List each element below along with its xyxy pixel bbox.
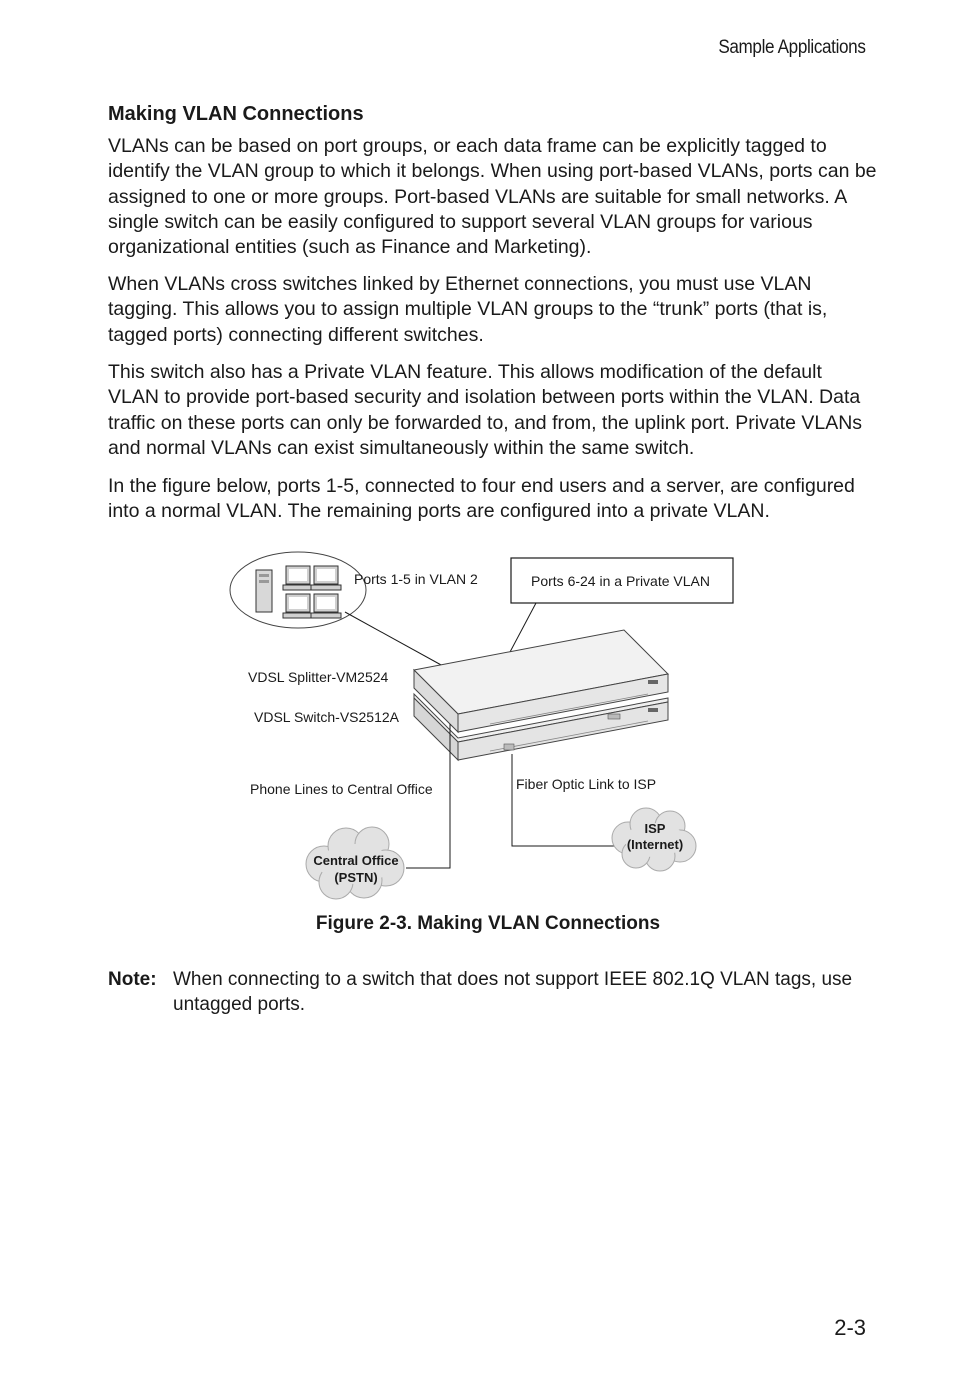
- label-private-vlan-ports: Ports 6-24 in a Private VLAN: [531, 573, 710, 589]
- section-title: Making VLAN Connections: [108, 103, 364, 125]
- label-phone-lines: Phone Lines to Central Office: [250, 781, 433, 797]
- note-label: Note:: [108, 969, 157, 990]
- paragraph-vlan-basics: VLANs can be based on port groups, or each data frame can be explicitly tagged to identify the VLAN group to which it belongs. When using port-based VLANs, ports can be assigned to one or more groups. Port-based VLANs are suitable for small networks. A single switch can be easily configured to support several VLAN groups for various organizational entities (such as Finance and Marketing).: [108, 135, 877, 259]
- private-vlan-leader-line: [510, 603, 536, 652]
- note-text: When connecting to a switch that does not support IEEE 802.1Q VLAN tags, use untagged ports.: [173, 969, 853, 1015]
- label-central-office: Central Office: [313, 853, 399, 868]
- vlan2-workgroup-icon: [230, 552, 366, 628]
- page-number: 2-3: [834, 1315, 866, 1340]
- label-switch: VDSL Switch-VS2512A: [254, 709, 399, 725]
- paragraph-private-vlan: This switch also has a Private VLAN feature. This allows modification of the default VLAN to provide port-based security and isolation between ports within the VLAN. Data traffic on these ports can only be forwarded to, and from, the uplink port. Private VLANs and normal VLANs can exist simultaneously within the same switch.: [108, 361, 863, 459]
- fiber-link-connector: [512, 754, 616, 846]
- label-isp: ISP: [644, 821, 666, 836]
- label-fiber-link: Fiber Optic Link to ISP: [516, 776, 657, 792]
- vlan2-leader-line: [345, 612, 443, 666]
- vlan-connections-figure: [228, 548, 738, 900]
- figure-caption: Figure 2-3. Making VLAN Connections: [315, 913, 661, 934]
- label-vlan2-ports: Ports 1-5 in VLAN 2: [354, 571, 478, 587]
- label-internet: (Internet): [626, 837, 684, 852]
- paragraph-figure-intro: In the figure below, ports 1-5, connected to four end users and a server, are configured into a normal VLAN. The remaining ports are configured into a private VLAN.: [108, 475, 855, 523]
- label-pstn: (PSTN): [334, 870, 378, 885]
- label-splitter: VDSL Splitter-VM2524: [248, 669, 389, 685]
- switch-stack-icon: [414, 630, 668, 760]
- running-header: Sample Applications: [718, 37, 866, 58]
- paragraph-vlan-tagging: When VLANs cross switches linked by Ethernet connections, you must use VLAN tagging. This allows you to assign multiple VLAN groups to the “trunk” ports (that is, tagged ports) connecting different switches.: [108, 273, 828, 346]
- network-diagram: [228, 548, 738, 900]
